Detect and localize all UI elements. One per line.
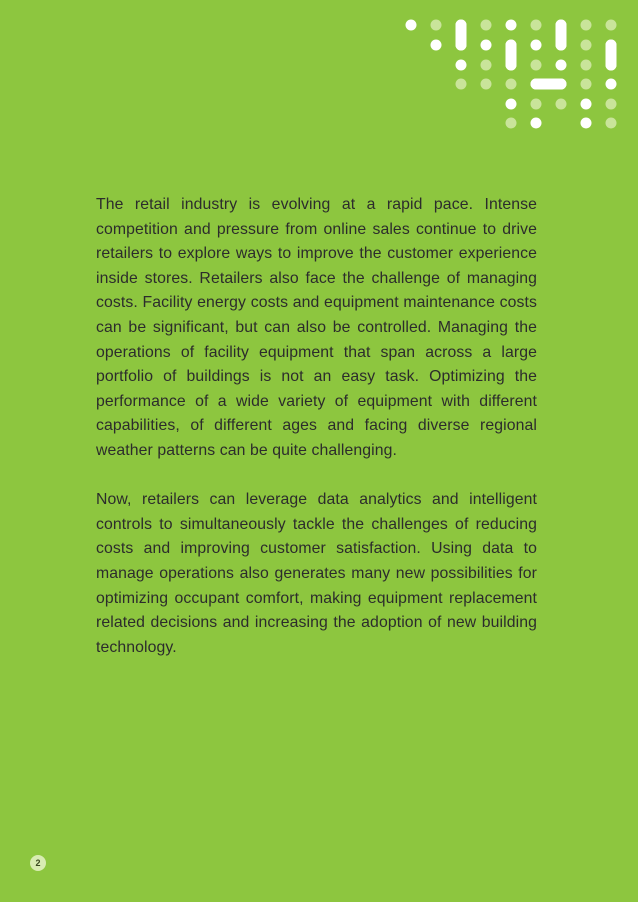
pattern-dot: [581, 20, 592, 31]
pattern-dot: [531, 40, 542, 51]
pattern-dot: [531, 20, 542, 31]
dot-pattern-icon: [0, 0, 638, 150]
pattern-dot: [581, 79, 592, 90]
pattern-dot: [581, 118, 592, 129]
pattern-dot: [406, 20, 417, 31]
pattern-dot: [506, 118, 517, 129]
pattern-dot: [606, 118, 617, 129]
pattern-dot: [481, 20, 492, 31]
paragraph-2: Now, retailers can leverage data analytics and intelligent controls to simultaneously tackle the challenges of reducing costs and improving customer satisfaction. Using data to manage operations also generates many new possibilities for optimizing occupant comfort, making equipment replacement related decisions and increasing the adoption of new building technology.: [96, 491, 537, 656]
pattern-dot: [606, 20, 617, 31]
pattern-dot: [506, 20, 517, 31]
pattern-dot: [431, 20, 442, 31]
body-text: [96, 193, 537, 660]
pattern-dot: [531, 60, 542, 71]
pattern-dot: [556, 99, 567, 110]
pattern-dot: [481, 79, 492, 90]
pattern-dot: [606, 99, 617, 110]
pattern-dot: [456, 79, 467, 90]
pattern-dot: [581, 60, 592, 71]
pattern-dot: [531, 118, 542, 129]
pattern-dot: [481, 40, 492, 51]
pattern-dot: [506, 79, 517, 90]
page-number: 2: [30, 855, 46, 871]
paragraph-1: The retail industry is evolving at a rapid pace. Intense competition and pressure from online sales continue to drive retailers to explore ways to improve the customer experience inside stores. Retailers also face the challenge of managing costs. Facility energy costs and equipment maintenance costs can be significant, but can also be controlled. Managing the operations of facility equipment that span across a large portfolio of buildings is not an easy task. Optimizing the performance of a wide variety of equipment with different capabilities, of different ages and facing diverse regional weather patterns can be quite challenging.: [96, 196, 537, 459]
pattern-dot: [581, 99, 592, 110]
pattern-dot: [606, 79, 617, 90]
pattern-dot: [581, 40, 592, 51]
pattern-dot: [456, 60, 467, 71]
pattern-dot: [506, 99, 517, 110]
pattern-dot: [431, 40, 442, 51]
pattern-dot: [481, 60, 492, 71]
pattern-dot: [531, 99, 542, 110]
pattern-dot: [556, 60, 567, 71]
